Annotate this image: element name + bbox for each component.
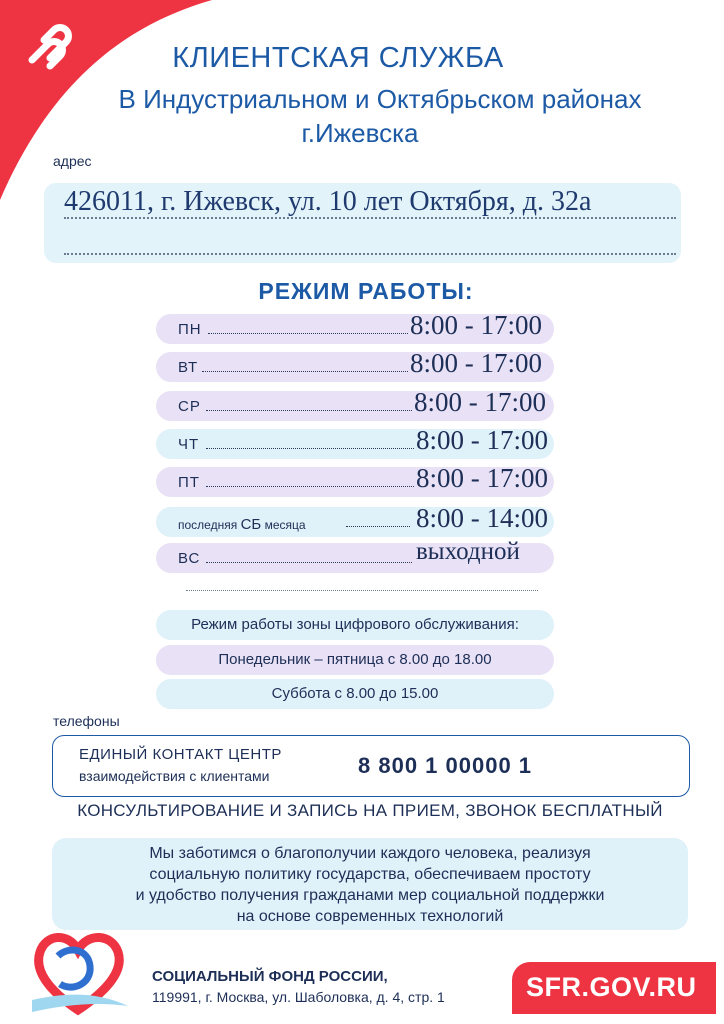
schedule-row-sat — [156, 503, 554, 537]
care-statement-box — [52, 838, 688, 930]
schedule-row-tue — [156, 348, 554, 382]
hours-value: выходной — [416, 538, 520, 565]
day-label — [178, 516, 306, 533]
site-badge — [512, 962, 716, 1014]
footer-org-address: 119991, г. Москва, ул. Шаболовка, д. 4, стр. 1 — [152, 989, 445, 1005]
site-link[interactable]: SFR.GOV.RU — [526, 972, 697, 1002]
care-line-2: социальную политику государства, обеспечиваем простоту — [149, 866, 591, 883]
phone-number-link[interactable]: 8 800 1 00000 1 — [358, 753, 533, 778]
page-subtitle: В Индустриальном и Октябрьском районах — [118, 84, 642, 114]
hours-value: 8:00 - 17:00 — [414, 387, 546, 417]
separator-dots — [186, 590, 538, 591]
dot-leader — [206, 409, 412, 411]
day-prefix: последняя — [178, 518, 238, 532]
day-label: ЧТ — [178, 436, 200, 453]
digital-zone-title: Режим работы зоны цифрового обслуживания: — [156, 610, 554, 640]
day-label: ПН — [178, 321, 202, 338]
schedule-row-fri — [156, 463, 554, 497]
address-underline-1 — [64, 217, 676, 219]
day-main: СБ — [240, 516, 262, 533]
contact-center-box — [52, 735, 690, 797]
phones-label: телефоны — [53, 713, 120, 729]
address-underline-2 — [64, 253, 676, 255]
day-label: СР — [178, 398, 201, 415]
schedule-row-sun — [156, 538, 554, 573]
address-box — [44, 183, 681, 263]
hours-value: 8:00 - 17:00 — [416, 463, 548, 493]
dot-leader — [346, 525, 410, 527]
hours-value: 8:00 - 17:00 — [410, 348, 542, 378]
digital-zone-saturday: Суббота с 8.00 до 15.00 — [156, 679, 554, 709]
dot-leader — [206, 561, 412, 563]
page-subtitle-city: г.Ижевска — [301, 118, 419, 148]
schedule-row-thu — [156, 425, 554, 459]
schedule-row-mon — [156, 310, 554, 344]
dot-leader — [206, 447, 414, 449]
dot-leader — [202, 370, 408, 372]
consultation-note: КОНСУЛЬТИРОВАНИЕ И ЗАПИСЬ НА ПРИЕМ, ЗВОНОК БЕСПЛАТНЫЙ — [77, 801, 663, 820]
heart-logo-icon — [28, 926, 132, 1018]
contact-center-title: ЕДИНЫЙ КОНТАКТ ЦЕНТР — [79, 746, 282, 763]
day-label: ВТ — [178, 359, 199, 376]
address-value: 426011, г. Ижевск, ул. 10 лет Октября, д. 32а — [64, 186, 592, 217]
day-label: ПТ — [178, 474, 200, 491]
page-title: КЛИЕНТСКАЯ СЛУЖБА — [172, 42, 504, 74]
care-line-4: на основе современных технологий — [236, 908, 504, 925]
day-label: ВС — [178, 550, 201, 567]
dot-leader — [206, 485, 414, 487]
footer-org-name: СОЦИАЛЬНЫЙ ФОНД РОССИИ, — [152, 968, 388, 985]
contact-center-subtitle: взаимодействия с клиентами — [79, 768, 270, 784]
care-line-3: и удобство получения гражданами мер социальной поддержки — [135, 887, 605, 904]
dot-leader — [208, 332, 408, 334]
hours-value: 8:00 - 14:00 — [416, 503, 548, 533]
care-line-1: Мы заботимся о благополучии каждого человека, реализуя — [149, 845, 591, 862]
address-label: адрес — [53, 153, 92, 169]
hours-value: 8:00 - 17:00 — [410, 310, 542, 340]
schedule-row-wed — [156, 387, 554, 421]
schedule-title: РЕЖИМ РАБОТЫ: — [258, 278, 474, 304]
hours-value: 8:00 - 17:00 — [416, 425, 548, 455]
digital-zone-weekdays: Понедельник – пятница с 8.00 до 18.00 — [156, 645, 554, 675]
sfr-logo-icon — [20, 20, 82, 82]
day-suffix: месяца — [264, 518, 306, 532]
